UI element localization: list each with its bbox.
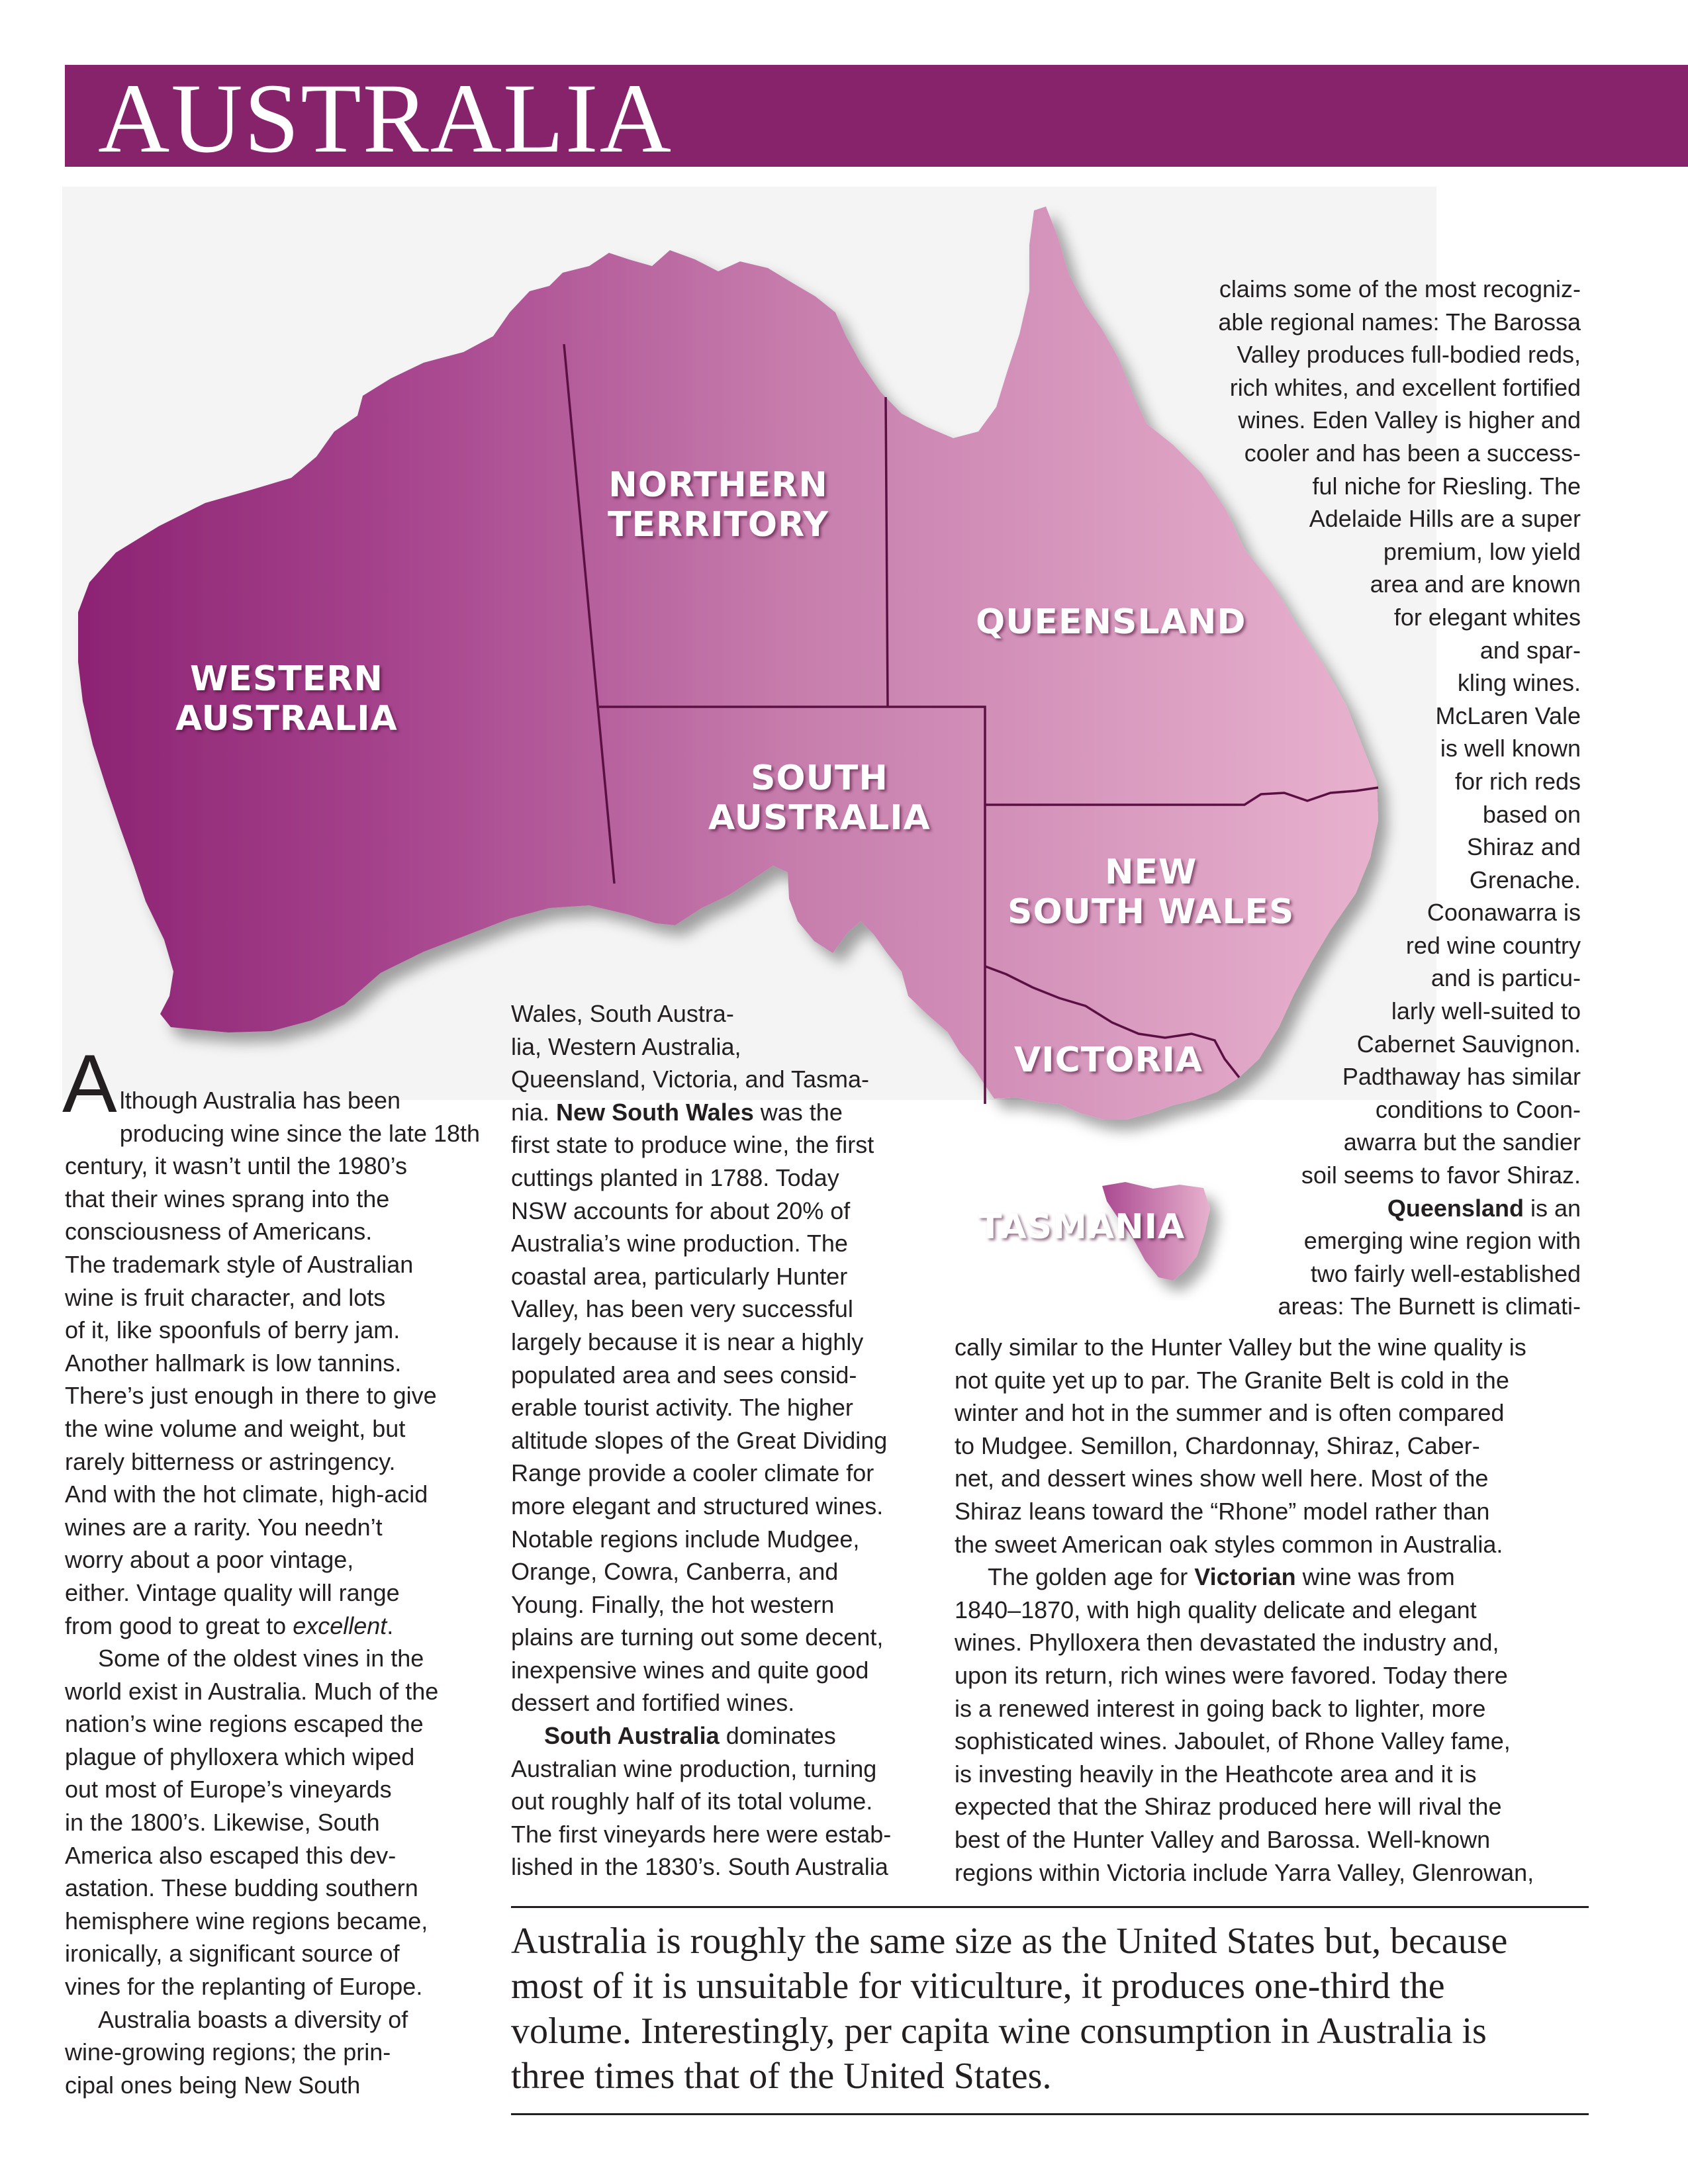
text-line: Queensland, Victoria, and Tasma- [511, 1066, 869, 1093]
text-line: the wine volume and weight, but [65, 1414, 406, 1442]
text-line: Coonawarra is [1427, 899, 1581, 927]
text-line: century, it wasn’t until the 1980’s [65, 1152, 407, 1180]
text-line: for elegant whites [1393, 603, 1581, 631]
map-label-western-australia: WESTERN AUSTRALIA [175, 659, 398, 739]
text-line: regions within Victoria include Yarra Valley, Glenrowan, [955, 1858, 1534, 1886]
text-line: cipal ones being New South [65, 2071, 361, 2099]
text-line: sophisticated wines. Jaboulet, of Rhone Valley fame, [955, 1727, 1511, 1755]
text-line: best of the Hunter Valley and Barossa. Well-known [955, 1825, 1491, 1853]
text-line: Some of the oldest vines in the [98, 1645, 424, 1672]
text-line: more elegant and structured wines. [511, 1492, 884, 1520]
text-line: vines for the replanting of Europe. [65, 1973, 423, 2001]
text-line: area and are known [1370, 570, 1581, 598]
paragraph-south-australia [511, 1719, 935, 1884]
text-line: of it, like spoonfuls of berry jam. [65, 1316, 400, 1344]
text-line: Australia boasts a diversity of [98, 2005, 408, 2033]
text-line: Adelaide Hills are a super [1309, 505, 1581, 533]
text-line: Orange, Cowra, Canberra, and [511, 1558, 839, 1586]
text-line: wine-growing regions; the prin- [65, 2038, 391, 2066]
text-line: is well known [1440, 735, 1581, 762]
paragraph-diversity [65, 2003, 489, 2102]
text-line: Valley, has been very successful [511, 1295, 853, 1323]
text-line: that their wines sprang into the [65, 1185, 390, 1212]
drop-cap: A [62, 1038, 117, 1130]
text-line: net, and dessert wines show well here. Most of the [955, 1465, 1489, 1492]
text-line: able regional names: The Barossa [1218, 308, 1581, 336]
text-line: either. Vintage quality will range [65, 1578, 400, 1606]
text-line: cuttings planted in 1788. Today [511, 1163, 839, 1191]
text-line: altitude slopes of the Great Dividing [511, 1426, 888, 1454]
text-line: America also escaped this dev- [65, 1841, 397, 1869]
text-line: out roughly half of its total volume. [511, 1788, 873, 1815]
text-line: coastal area, particularly Hunter [511, 1262, 848, 1290]
text-line: upon its return, rich wines were favored. Today there [955, 1661, 1508, 1689]
text-line: erable tourist activity. The higher [511, 1394, 853, 1422]
text-line: claims some of the most recogniz- [1219, 275, 1581, 302]
pull-quote [511, 1906, 1589, 2115]
text-line: 1840–1870, with high quality delicate and elegant [955, 1596, 1477, 1623]
text-line: expected that the Shiraz produced here will rival the [955, 1793, 1502, 1821]
text-line: based on [1482, 800, 1581, 828]
text-line: from good to great to excellent. [65, 1612, 394, 1639]
text-line: is a renewed interest in going back to lighter, more [955, 1694, 1486, 1722]
text-line: Range provide a cooler climate for [511, 1459, 874, 1487]
text-line: premium, low yield [1383, 537, 1581, 565]
text-line: Young. Finally, the hot western [511, 1590, 835, 1618]
article-column-2 [511, 997, 935, 1884]
text-line: in the 1800’s. Likewise, South [65, 1809, 380, 1837]
text-line: first state to produce wine, the first [511, 1131, 874, 1159]
paragraph-new-south-wales [511, 997, 935, 1719]
text-line: populated area and sees consid- [511, 1361, 857, 1388]
text-line: South Australia dominates [544, 1722, 836, 1750]
paragraph-intro [62, 1038, 489, 1642]
text-line: not quite yet up to par. The Granite Belt is cold in the [955, 1366, 1509, 1394]
text-line: two fairly well-established [1310, 1259, 1581, 1287]
quote-line: three times that of the United States. [511, 2056, 1052, 2097]
text-line: largely because it is near a highly [511, 1328, 864, 1355]
text-line: soil seems to favor Shiraz. [1301, 1161, 1581, 1189]
text-line: lia, Western Australia, [511, 1032, 741, 1060]
paragraph-oldest-vines [65, 1642, 489, 2003]
text-line: astation. These budding southern [65, 1874, 418, 1902]
page-title: AUSTRALIA [98, 64, 673, 173]
quote-line: most of it is unsuitable for viticulture, it produces one-third the [511, 1966, 1445, 2007]
text-line: Australia’s wine production. The [511, 1230, 848, 1257]
text-line: Wales, South Austra- [511, 1000, 734, 1027]
text-line: lished in the 1830’s. South Australia [511, 1853, 888, 1881]
text-line: wines. Eden Valley is higher and [1238, 406, 1581, 434]
text-line: cally similar to the Hunter Valley but the wine quality is [955, 1334, 1526, 1361]
article-column-3 [955, 1331, 1617, 1889]
text-line: ful niche for Riesling. The [1312, 472, 1581, 500]
text-line: rich whites, and excellent fortified [1229, 373, 1581, 401]
text-line: Shiraz and [1466, 833, 1581, 861]
text-line: wines. Phylloxera then devastated the industry and, [955, 1629, 1499, 1657]
text-line: world exist in Australia. Much of the [65, 1677, 439, 1705]
map-label-northern-territory: NORTHERN TERRITORY [608, 465, 829, 545]
text-line: The first vineyards here were estab- [511, 1820, 892, 1848]
text-line: hemisphere wine regions became, [65, 1907, 428, 1934]
article-column-1 [62, 1038, 489, 2101]
text-line: and spar- [1479, 636, 1581, 664]
text-line: nia. New South Wales was the [511, 1098, 843, 1126]
text-line: consciousness of Americans. [65, 1218, 373, 1246]
text-line: kling wines. [1457, 669, 1581, 697]
quote-line: Australia is roughly the same size as the United States but, because [511, 1921, 1508, 1962]
text-line: Shiraz leans toward the “Rhone” model rather than [955, 1497, 1490, 1525]
text-line: dessert and fortified wines. [511, 1689, 795, 1717]
text-line: NSW accounts for about 20% of [511, 1197, 851, 1224]
text-line: wines are a rarity. You needn’t [65, 1513, 383, 1541]
map-label-tasmania: TASMANIA [978, 1207, 1186, 1247]
text-line: awarra but the sandier [1343, 1128, 1581, 1156]
text-line: McLaren Vale [1435, 702, 1581, 729]
text-line: wine is fruit character, and lots [65, 1283, 386, 1311]
text-line: Notable regions include Mudgee, [511, 1525, 860, 1553]
text-line: The trademark style of Australian [65, 1250, 414, 1278]
text-line: Australian wine production, turning [511, 1754, 877, 1782]
text-line: Padthaway has similar [1342, 1063, 1581, 1091]
text-line: And with the hot climate, high-acid [65, 1480, 428, 1508]
text-line: is investing heavily in the Heathcote area and it is [955, 1760, 1477, 1788]
text-line: worry about a poor vintage, [65, 1546, 354, 1574]
text-line: to Mudgee. Semillon, Chardonnay, Shiraz, Caber- [955, 1432, 1480, 1459]
paragraph-victoria [955, 1561, 1617, 1889]
text-line: the sweet American oak styles common in Australia. [955, 1530, 1503, 1558]
text-line: winter and hot in the summer and is often compared [955, 1399, 1505, 1427]
text-line: conditions to Coon- [1375, 1095, 1581, 1123]
text-line: and is particu- [1430, 964, 1581, 992]
map-label-queensland: QUEENSLAND [976, 602, 1246, 642]
text-line: lthough Australia has been [119, 1087, 401, 1114]
text-line: Valley produces full-bodied reds, [1237, 341, 1581, 369]
text-line: Another hallmark is low tannins. [65, 1349, 402, 1377]
text-line: Grenache. [1469, 866, 1581, 893]
text-line: rarely bitterness or astringency. [65, 1447, 396, 1475]
text-line: for rich reds [1454, 767, 1581, 795]
text-line: out most of Europe’s vineyards [65, 1776, 392, 1803]
text-line: nation’s wine regions escaped the [65, 1710, 424, 1738]
text-line: plague of phylloxera which wiped [65, 1743, 415, 1770]
paragraph-queensland-cont [955, 1331, 1617, 1561]
text-line: Cabernet Sauvignon. [1356, 1030, 1581, 1058]
text-line: There’s just enough in there to give [65, 1382, 437, 1410]
text-line: plains are turning out some decent, [511, 1623, 884, 1651]
quote-line: volume. Interestingly, per capita wine consumption in Australia is [511, 2011, 1487, 2052]
text-line: producing wine since the late 18th [119, 1119, 481, 1147]
text-line: cooler and has been a success- [1244, 439, 1581, 467]
text-line: inexpensive wines and quite good [511, 1656, 869, 1684]
text-line: The golden age for Victorian wine was from [988, 1563, 1455, 1591]
text-line: Queensland is an [1387, 1194, 1581, 1222]
map-label-new-south-wales: NEW SOUTH WALES [1008, 852, 1295, 932]
map-label-south-australia: SOUTH AUSTRALIA [708, 758, 931, 838]
text-line: ironically, a significant source of [65, 1940, 400, 1968]
text-line: areas: The Burnett is climati- [1278, 1293, 1581, 1320]
text-line: emerging wine region with [1303, 1227, 1581, 1255]
map-label-victoria: VICTORIA [1014, 1040, 1203, 1080]
text-line: red wine country [1405, 931, 1581, 959]
text-line: larly well-suited to [1391, 997, 1581, 1025]
